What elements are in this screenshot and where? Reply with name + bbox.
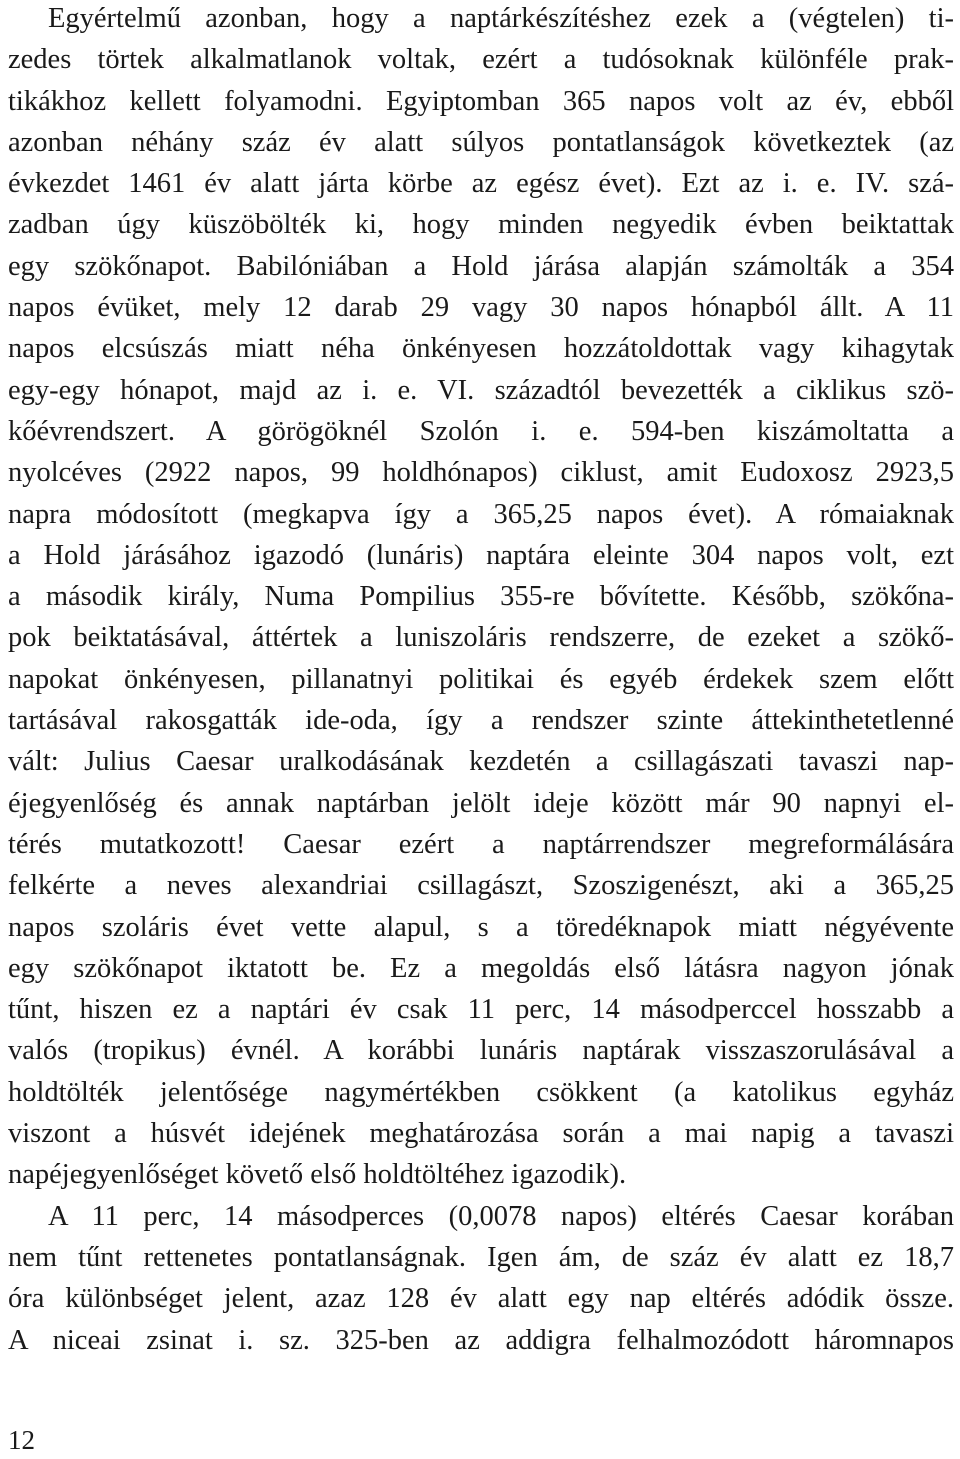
text-line: térés mutatkozott! Caesar ezért a naptárrendszer megreformálására — [8, 828, 954, 860]
page-body — [8, 0, 954, 1361]
text-line: felkérte a neves alexandriai csillagászt, Szoszigenészt, aki a 365,25 — [8, 870, 954, 902]
text-line: nem tűnt rettenetes pontatlanságnak. Igen ám, de száz év alatt ez 18,7 — [8, 1241, 954, 1273]
text-line: kőévrendszert. A görögöknél Szolón i. e. 594-ben kiszámoltatta a — [8, 415, 954, 447]
text-line: azonban néhány száz év alatt súlyos pontatlanságok következtek (az — [8, 126, 954, 158]
text-line: tartásával rakosgatták ide-oda, így a rendszer szinte áttekinthetetlenné — [8, 705, 954, 737]
paragraph-1 — [8, 0, 954, 1196]
text-line: napéjegyenlőséget követő első holdtöltéhez igazodik). — [8, 1159, 627, 1191]
text-line: egy-egy hónapot, majd az i. e. VI. századtól bevezették a ciklikus szö- — [8, 374, 954, 406]
text-line: zedes törtek alkalmatlanok voltak, ezért a tudósoknak különféle prak- — [8, 44, 954, 76]
text-line: napos szoláris évet vette alapul, s a töredéknapok miatt négyévente — [8, 911, 954, 943]
text-line: pok beiktatásával, áttértek a luniszoláris rendszerre, de ezeket a szökő- — [8, 622, 954, 654]
paragraph-2 — [8, 1196, 954, 1361]
text-line: napos elcsúszás miatt néha önkényesen hozzátoldottak vagy kihagytak — [8, 333, 954, 365]
text-line: nyolcéves (2922 napos, 99 holdhónapos) ciklust, amit Eudoxosz 2923,5 — [8, 457, 954, 489]
text-line: tikákhoz kellett folyamodni. Egyiptomban 365 napos volt az év, ebből — [8, 85, 954, 117]
text-line: évkezdet 1461 év alatt járta körbe az egész évet). Ezt az i. e. IV. szá- — [8, 168, 954, 200]
text-line: A 11 perc, 14 másodperces (0,0078 napos) eltérés Caesar korában — [48, 1200, 954, 1232]
text-line: éjegyenlőség és annak naptárban jelölt ideje között már 90 napnyi el- — [8, 787, 954, 819]
text-line: egy szökőnapot. Babilóniában a Hold járása alapján számolták a 354 — [8, 250, 954, 282]
text-line: viszont a húsvét idejének meghatározása során a mai napig a tavaszi — [8, 1118, 954, 1150]
text-line: A niceai zsinat i. sz. 325-ben az addigra felhalmozódott háromnapos — [8, 1324, 954, 1356]
text-line: zadban úgy küszöbölték ki, hogy minden negyedik évben beiktattak — [8, 209, 954, 241]
text-line: holdtölték jelentősége nagymértékben csökkent (a katolikus egyház — [8, 1076, 954, 1108]
page-number: 12 — [8, 1425, 35, 1455]
text-line: a Hold járásához igazodó (lunáris) naptára eleinte 304 napos volt, ezt — [8, 539, 954, 571]
text-line: vált: Julius Caesar uralkodásának kezdetén a csillagászati tavaszi nap- — [8, 746, 954, 778]
text-line: egy szökőnapot iktatott be. Ez a megoldás első látásra nagyon jónak — [8, 952, 954, 984]
text-line: Egyértelmű azonban, hogy a naptárkészítéshez ezek a (végtelen) ti- — [48, 3, 954, 34]
text-line: napos évüket, mely 12 darab 29 vagy 30 napos hónapból állt. A 11 — [8, 292, 954, 324]
text-line: napra módosított (megkapva így a 365,25 napos évet). A rómaiaknak — [8, 498, 954, 530]
text-line: tűnt, hiszen ez a naptári év csak 11 perc, 14 másodperccel hosszabb a — [8, 994, 954, 1026]
text-line: a második király, Numa Pompilius 355-re bővítette. Később, szökőna- — [8, 581, 954, 613]
text-line: valós (tropikus) évnél. A korábbi lunáris naptárak visszaszorulásával a — [8, 1035, 954, 1067]
text-line: óra különbséget jelent, azaz 128 év alatt egy nap eltérés adódik össze. — [8, 1283, 954, 1315]
text-line: napokat önkényesen, pillanatnyi politikai és egyéb érdekek szem előtt — [8, 663, 954, 695]
